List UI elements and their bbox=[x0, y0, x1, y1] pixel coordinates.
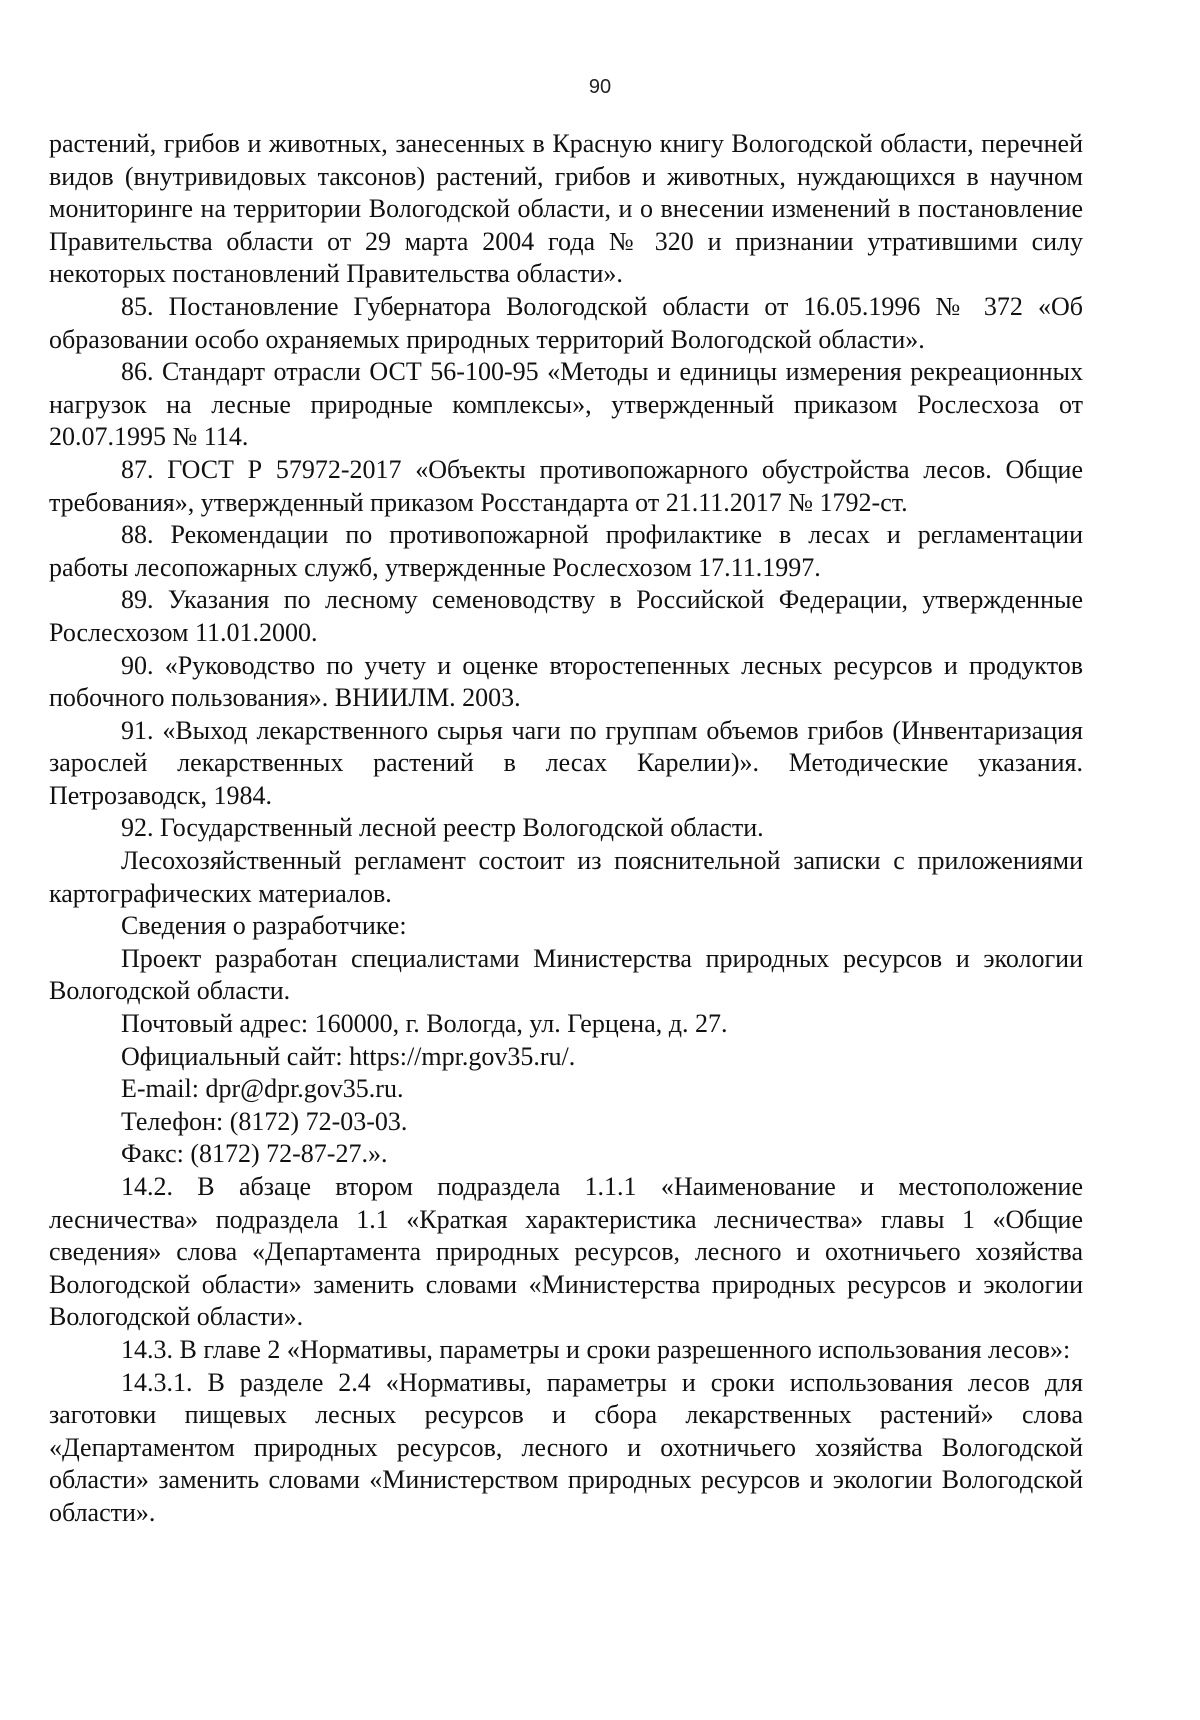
document-body bbox=[49, 128, 1083, 1530]
phone-number: Телефон: (8172) 72-03-03. bbox=[121, 1106, 408, 1136]
developer-description: Проект разработан специалистами Министерства природных ресурсов и экологии Вологодской области. bbox=[49, 943, 1083, 1006]
list-item-86: 86. Стандарт отрасли ОСТ 56-100-95 «Методы и единицы измерения рекреационных нагрузок на лесные природные комплексы», утвержденный приказом Рослесхоза от 20.07.1995 № 114. bbox=[49, 357, 1083, 452]
list-item-89: 89. Указания по лесному семеноводству в Российской Федерации, утвержденные Рослесхозом 11.01.2000. bbox=[49, 585, 1083, 647]
email-address: E-mail: dpr@dpr.gov35.ru. bbox=[121, 1074, 404, 1104]
amendment-14-2: 14.2. В абзаце втором подраздела 1.1.1 «Наименование и местоположение лесничества» подраздела 1.1 «Краткая характеристика лесничества» главы 1 «Общие сведения» слова «Департамента природных ресурсов, лесного и охотничьего хозяйства Вологодской области» заменить словами «Министерства природных ресурсов и экологии Вологодской области». bbox=[49, 1172, 1083, 1332]
postal-address: Почтовый адрес: 160000, г. Вологда, ул. Герцена, д. 27. bbox=[121, 1009, 728, 1039]
list-item-90: 90. «Руководство по учету и оценке второстепенных лесных ресурсов и продуктов побочного пользования». ВНИИЛМ. 2003. bbox=[49, 650, 1083, 713]
list-item-87: 87. ГОСТ Р 57972-2017 «Объекты противопожарного обустройства лесов. Общие требования», утвержденный приказом Росстандарта от 21.11.2017 № 1792-ст. bbox=[49, 454, 1083, 517]
list-item-88: 88. Рекомендации по противопожарной профилактике в лесах и регламентации работы лесопожарных служб, утвержденные Рослесхозом 17.11.1997. bbox=[49, 520, 1083, 582]
paragraph-continuation: растений, грибов и животных, занесенных в Красную книгу Вологодской области, перечней видов (внутривидовых таксонов) растений, грибов и животных, нуждающихся в научном мониторинге на территории Вологодской области, и о внесении изменений в постановление Правительства области от 29 марта 2004 года № 320 и признании утратившими силу некоторых постановлений Правительства области». bbox=[49, 129, 1083, 289]
official-website: Официальный сайт: https://mpr.gov35.ru/. bbox=[121, 1041, 576, 1071]
fax-number: Факс: (8172) 72-87-27.». bbox=[121, 1139, 388, 1169]
amendment-14-3-1: 14.3.1. В разделе 2.4 «Нормативы, параметры и сроки использования лесов для заготовки пищевых лесных ресурсов и сбора лекарственных растений» слова «Департаментом природных ресурсов, лесного и охотничьего хозяйства Вологодской области» заменить словами «Министерством природных ресурсов и экологии Вологодской области». bbox=[49, 1367, 1083, 1527]
developer-info-heading: Сведения о разработчике: bbox=[121, 911, 407, 941]
list-item-91: 91. «Выход лекарственного сырья чаги по группам объемов грибов (Инвентаризация зарослей лекарственных растений в лесах Карелии)». Методические указания. Петрозаводск, 1984. bbox=[49, 715, 1083, 810]
list-item-92: 92. Государственный лесной реестр Вологодской области. bbox=[121, 813, 764, 843]
list-item-85: 85. Постановление Губернатора Вологодской области от 16.05.1996 № 372 «Об образовании особо охраняемых природных территорий Вологодской области». bbox=[49, 291, 1083, 354]
regulation-composition-paragraph: Лесохозяйственный регламент состоит из пояснительной записки с приложениями картографических материалов. bbox=[49, 846, 1083, 908]
page-number: 90 bbox=[588, 76, 612, 98]
amendment-14-3: 14.3. В главе 2 «Нормативы, параметры и сроки разрешенного использования лесов»: bbox=[121, 1334, 1071, 1364]
